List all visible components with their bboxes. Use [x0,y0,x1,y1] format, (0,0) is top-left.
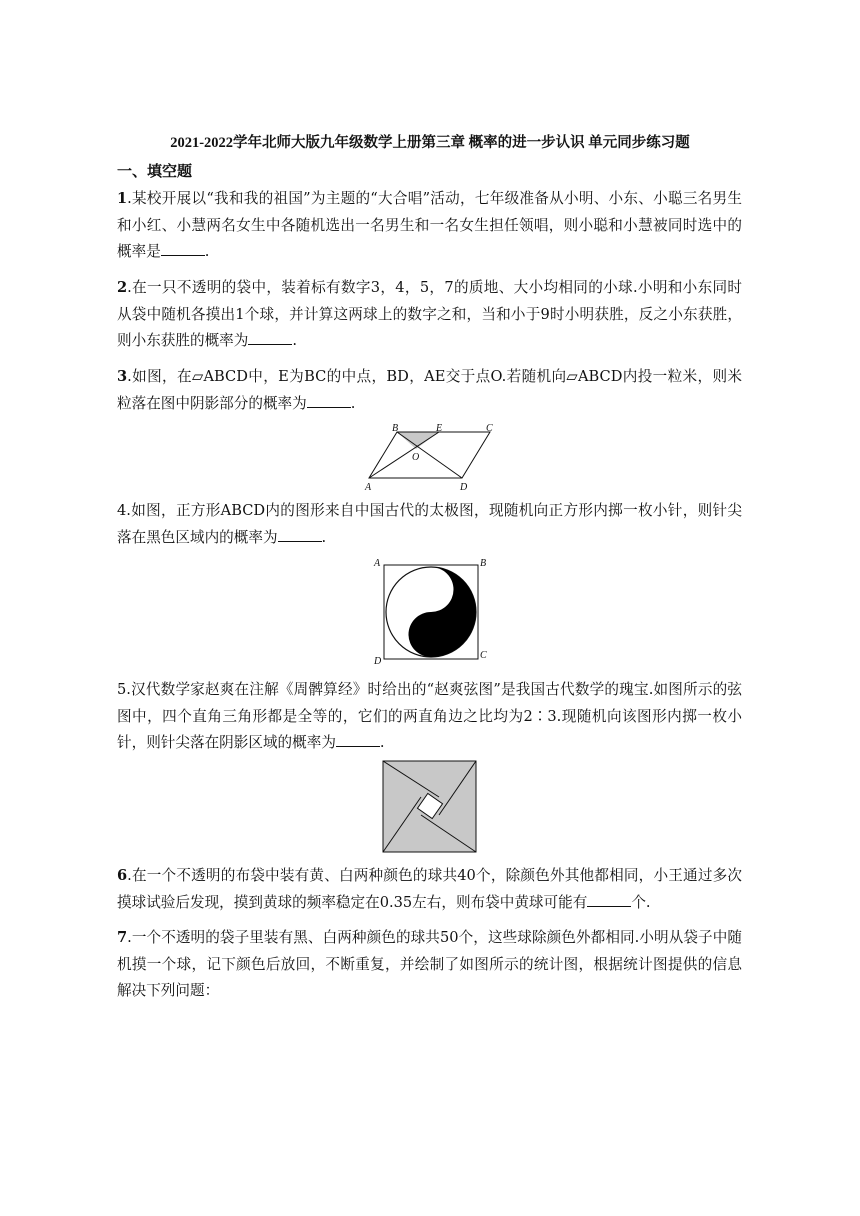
question-text: .如图，在▱ABCD中，E为BC的中点，BD，AE交于点O.若随机向▱ABCD内投一粒米，则米粒落在图中阴影部分的概率为 [117,368,742,412]
parallelogram-figure [360,422,500,494]
question-number: 6 [117,867,128,884]
taiji-figure [370,556,492,668]
label-c: C [486,423,493,434]
question-text: .某校开展以“我和我的祖国”为主题的“大合唱”活动，七年级准备从小明、小东、小聪三名男生和小红、小慧两名女生中各随机选出一名男生和一名女生担任领唱，则小聪和小慧被同时选中的概率是 [117,190,742,260]
label-c: C [480,650,487,661]
label-e: E [436,423,443,434]
question-number: 1 [117,190,128,207]
question-number: 4 [117,502,127,519]
section-heading: 一、填空题 [117,162,193,180]
question-4 [117,498,742,551]
answer-blank[interactable] [278,527,322,542]
answer-blank[interactable] [587,892,631,907]
question-3 [117,364,742,417]
answer-blank[interactable] [336,732,380,747]
chord-diagram-figure [382,760,478,854]
question-tail: . [204,243,210,260]
label-a: A [374,558,381,569]
answer-blank[interactable] [161,241,205,256]
question-text: .汉代数学家赵爽在注解《周髀算经》时给出的“赵爽弦图”是我国古代数学的瑰宝.如图所示的弦图中，四个直角三角形都是全等的，它们的两直角边之比均为2∶3.现随机向该图形内掷一枚小针，则针尖落在阴影区域的概率为 [117,681,742,751]
question-number: 5 [117,681,127,698]
question-7 [117,925,742,1005]
label-d: D [374,656,382,667]
page-title: 2021-2022学年北师大版九年级数学上册第三章 概率的进一步认识 单元同步练习题 [170,135,690,151]
question-tail: . [379,734,385,751]
question-number: 7 [117,929,128,946]
question-tail: . [321,528,327,546]
question-text: .在一只不透明的袋中，装着标有数字3，4，5，7的质地、大小均相同的小球.小明和小东同时从袋中随机各摸出1个球，并计算这两球上的数字之和，当和小于9时小明获胜，反之小东获胜，则小东获胜的概率为 [117,279,742,349]
question-tail: . [292,332,297,349]
label-b: B [480,558,487,569]
question-number: 3 [117,368,128,385]
label-a: A [365,482,372,493]
label-b: B [392,423,399,434]
answer-blank[interactable] [307,393,351,408]
label-o: O [412,452,420,463]
answer-blank[interactable] [248,330,292,345]
question-1 [117,186,742,266]
question-number: 2 [117,279,128,296]
question-tail: 个. [631,893,651,911]
question-text: .如图，正方形ABCD内的图形来自中国古代的太极图，现随机向正方形内掷一枚小针，则针尖落在黑色区域内的概率为 [117,502,742,546]
question-text: .在一个不透明的布袋中装有黄、白两种颜色的球共40个，除颜色外其他都相同，小王通过多次摸球试验后发现，摸到黄球的频率稳定在0.35左右，则布袋中黄球可能有 [117,867,742,911]
question-6 [117,863,742,916]
question-5 [117,677,742,757]
question-2 [117,275,742,355]
question-tail: . [350,394,356,412]
question-text: .一个不透明的袋子里装有黑、白两种颜色的球共50个，这些球除颜色外都相同.小明从袋子中随机摸一个球，记下颜色后放回，不断重复，并绘制了如图所示的统计图，根据统计图提供的信息解决下列问题： [117,929,742,999]
label-d: D [460,482,468,493]
